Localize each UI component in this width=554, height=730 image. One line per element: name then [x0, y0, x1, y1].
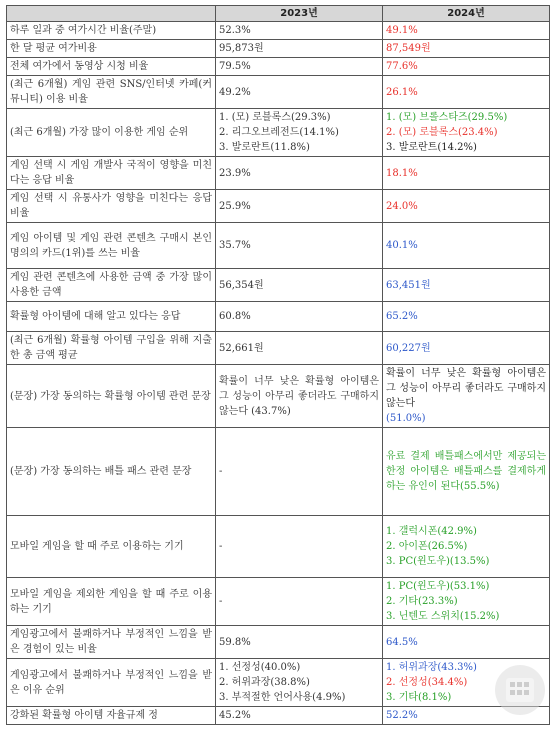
table-row — [7, 58, 550, 76]
table-body — [7, 22, 550, 725]
value-2024-line: (51.0%) — [386, 413, 426, 424]
value-2024 — [383, 223, 550, 269]
value-2024-line: 77.6% — [386, 61, 418, 72]
value-2023 — [216, 626, 383, 659]
value-2023-line: 23.9% — [219, 167, 251, 179]
value-2023-line: - — [219, 466, 223, 477]
value-2023-line: 49.2% — [219, 86, 251, 98]
value-2024-line: 3. 발로란트(14.2%) — [386, 142, 477, 153]
value-2024 — [383, 516, 550, 578]
table-row — [7, 707, 550, 725]
value-2024-line: 3. 닌텐도 스위치(15.2%) — [386, 611, 500, 622]
value-2024-line: 18.1% — [386, 167, 418, 179]
row-label: (문장) 가장 동의하는 확률형 아이템 관련 문장 — [7, 365, 216, 428]
value-2023 — [216, 40, 383, 58]
table-row — [7, 428, 550, 516]
table-row — [7, 22, 550, 40]
table-row — [7, 223, 550, 269]
value-2023 — [216, 109, 383, 157]
row-label: 게임 선택 시 유통사가 영향을 미친다는 응답 비율 — [7, 190, 216, 223]
value-2023-line: 1. (모) 로블록스(29.3%) — [219, 112, 331, 123]
value-2023-line: 확률이 너무 낮은 확률형 아이템은 그 성능이 아무리 좋더라도 구매하지 않는다 (43.7%) — [219, 375, 379, 417]
value-2024-line: 64.5% — [386, 636, 418, 648]
value-2024-line: 1. PC(윈도우)(53.1%) — [386, 581, 490, 592]
value-2023-line: 45.2% — [219, 710, 251, 721]
publisher-emblem-icon — [492, 662, 548, 724]
value-2023 — [216, 58, 383, 76]
table-row — [7, 76, 550, 109]
value-2024 — [383, 578, 550, 626]
table-row — [7, 269, 550, 302]
value-2023-line: 2. 허위과장(38.8%) — [219, 677, 310, 688]
value-2024 — [383, 190, 550, 223]
value-2024-line: 60,227원 — [386, 342, 431, 354]
value-2023 — [216, 22, 383, 40]
value-2024-line: 87,549원 — [386, 43, 431, 54]
row-label: 게임 선택 시 게임 개발사 국적이 영향을 미친다는 응답 비율 — [7, 157, 216, 190]
row-label: (최근 6개월) 확률형 아이템 구입을 위해 지출한 총 금액 평균 — [7, 332, 216, 365]
table-row — [7, 659, 550, 707]
value-2024-line: 2. 아이폰(26.5%) — [386, 541, 468, 552]
value-2024-line: 52.2% — [386, 710, 418, 721]
value-2023-line: 3. 부적절한 언어사용(4.9%) — [219, 692, 346, 703]
table-row — [7, 109, 550, 157]
value-2023-line: 56,354원 — [219, 279, 264, 291]
value-2024 — [383, 269, 550, 302]
table-row — [7, 302, 550, 332]
row-label: 모바일 게임을 제외한 게임을 할 때 주로 이용하는 기기 — [7, 578, 216, 626]
table-row — [7, 157, 550, 190]
value-2024 — [383, 302, 550, 332]
value-2023 — [216, 516, 383, 578]
value-2024 — [383, 157, 550, 190]
value-2023-line: 2. 리그오브레전드(14.1%) — [219, 127, 339, 138]
value-2023-line: 60.8% — [219, 311, 251, 322]
value-2024 — [383, 58, 550, 76]
value-2024-line: 1. 갤럭시폰(42.9%) — [386, 526, 477, 537]
table-row — [7, 365, 550, 428]
value-2023 — [216, 269, 383, 302]
value-2023-line: 52.3% — [219, 25, 251, 36]
value-2023-line: 59.8% — [219, 636, 251, 648]
value-2024-line: 3. 기타(8.1%) — [386, 692, 452, 703]
value-2023-line: - — [219, 596, 223, 607]
value-2024 — [383, 332, 550, 365]
value-2024-line: 1. 허위과장(43.3%) — [386, 662, 477, 673]
value-2024 — [383, 40, 550, 58]
row-label: (문장) 가장 동의하는 배틀 패스 관련 문장 — [7, 428, 216, 516]
row-label: 게임광고에서 불쾌하거나 부정적인 느낌을 받은 이유 순위 — [7, 659, 216, 707]
value-2023 — [216, 578, 383, 626]
value-2024-line: 63,451원 — [386, 279, 431, 291]
value-2024 — [383, 22, 550, 40]
header-label-cell — [7, 6, 216, 22]
value-2024 — [383, 428, 550, 516]
value-2024-line: 65.2% — [386, 311, 418, 322]
row-label: 게임 아이템 및 게임 관련 콘텐츠 구매시 본인 명의의 카드(1위)를 쓰는 비율 — [7, 223, 216, 269]
survey-comparison-table — [6, 5, 550, 725]
table-row — [7, 578, 550, 626]
value-2023 — [216, 428, 383, 516]
value-2023 — [216, 302, 383, 332]
value-2023 — [216, 365, 383, 428]
value-2023-line: 79.5% — [219, 61, 251, 72]
header-2023: 2023년 — [216, 6, 383, 22]
value-2024-line: 2. 선정성(34.4%) — [386, 677, 468, 688]
row-label: 확률형 아이템에 대해 알고 있다는 응답 — [7, 302, 216, 332]
value-2023-line: 1. 선정성(40.0%) — [219, 662, 301, 673]
value-2024-line: 49.1% — [386, 25, 418, 36]
row-label: 게임 관련 콘텐츠에 사용한 금액 중 가장 많이 사용한 금액 — [7, 269, 216, 302]
table-row — [7, 332, 550, 365]
value-2024-line: 1. (모) 브롤스타즈(29.5%) — [386, 112, 508, 123]
value-2023 — [216, 190, 383, 223]
value-2024-line: 40.1% — [386, 240, 418, 251]
row-label: 강화된 확률형 아이템 자율규제 정 — [7, 707, 216, 725]
value-2023 — [216, 659, 383, 707]
table-row — [7, 40, 550, 58]
value-2024 — [383, 365, 550, 428]
value-2024-line: 2. 기타(23.3%) — [386, 596, 458, 607]
value-2023 — [216, 332, 383, 365]
value-2023-line: 35.7% — [219, 240, 251, 251]
row-label: 한 달 평균 여가비용 — [7, 40, 216, 58]
value-2023-line: 3. 발로란트(11.8%) — [219, 142, 310, 153]
header-2024: 2024년 — [383, 6, 550, 22]
value-2023-line: 95,873원 — [219, 43, 264, 54]
value-2023-line: 52,661원 — [219, 342, 264, 354]
value-2023-line: - — [219, 541, 223, 552]
value-2024 — [383, 109, 550, 157]
row-label: 모바일 게임을 할 때 주로 이용하는 기기 — [7, 516, 216, 578]
value-2024-line: 2. (모) 로블록스(23.4%) — [386, 127, 498, 138]
value-2024 — [383, 626, 550, 659]
table-row — [7, 626, 550, 659]
value-2024-line: 유료 결제 배틀패스에서만 제공되는 한정 아이템은 배틀패스를 결제하게 하는 유인이 된다(55.5%) — [386, 451, 546, 492]
row-label: 게임광고에서 불쾌하거나 부정적인 느낌을 받은 경험이 있는 비율 — [7, 626, 216, 659]
row-label: (최근 6개월) 가장 많이 이용한 게임 순위 — [7, 109, 216, 157]
value-2024-line: 3. PC(윈도우)(13.5%) — [386, 556, 490, 567]
value-2024-line: 24.0% — [386, 200, 418, 212]
value-2023 — [216, 223, 383, 269]
value-2023 — [216, 76, 383, 109]
value-2023 — [216, 157, 383, 190]
value-2024-line: 확률이 너무 낮은 확률형 아이템은 그 성능이 아무리 좋더라도 구매하지 않는다 — [386, 368, 546, 409]
row-label: (최근 6개월) 게임 관련 SNS/인터넷 카페(커뮤니티) 이용 비율 — [7, 76, 216, 109]
value-2023 — [216, 707, 383, 725]
table-row — [7, 190, 550, 223]
header-row — [7, 6, 550, 22]
row-label: 하루 일과 중 여가시간 비율(주말) — [7, 22, 216, 40]
table-row — [7, 516, 550, 578]
row-label: 전체 여가에서 동영상 시청 비율 — [7, 58, 216, 76]
value-2024 — [383, 76, 550, 109]
value-2023-line: 25.9% — [219, 200, 251, 212]
value-2024-line: 26.1% — [386, 86, 418, 98]
